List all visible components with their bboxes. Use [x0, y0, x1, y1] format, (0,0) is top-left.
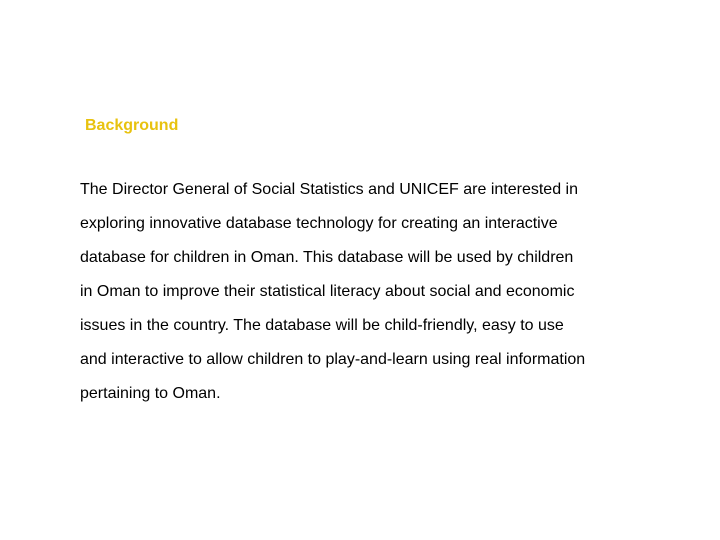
- body-paragraph: [80, 173, 680, 411]
- slide-heading: Background: [85, 117, 179, 134]
- paragraph-line: pertaining to Oman.: [80, 385, 221, 402]
- paragraph-line: database for children in Oman. This database will be used by children: [80, 249, 574, 266]
- paragraph-line: in Oman to improve their statistical literacy about social and economic: [80, 283, 575, 300]
- paragraph-line: The Director General of Social Statistics and UNICEF are interested in: [80, 181, 578, 198]
- paragraph-line: issues in the country. The database will be child-friendly, easy to use: [80, 317, 564, 334]
- paragraph-line: and interactive to allow children to play-and-learn using real information: [80, 351, 586, 368]
- paragraph-line: exploring innovative database technology for creating an interactive: [80, 215, 558, 232]
